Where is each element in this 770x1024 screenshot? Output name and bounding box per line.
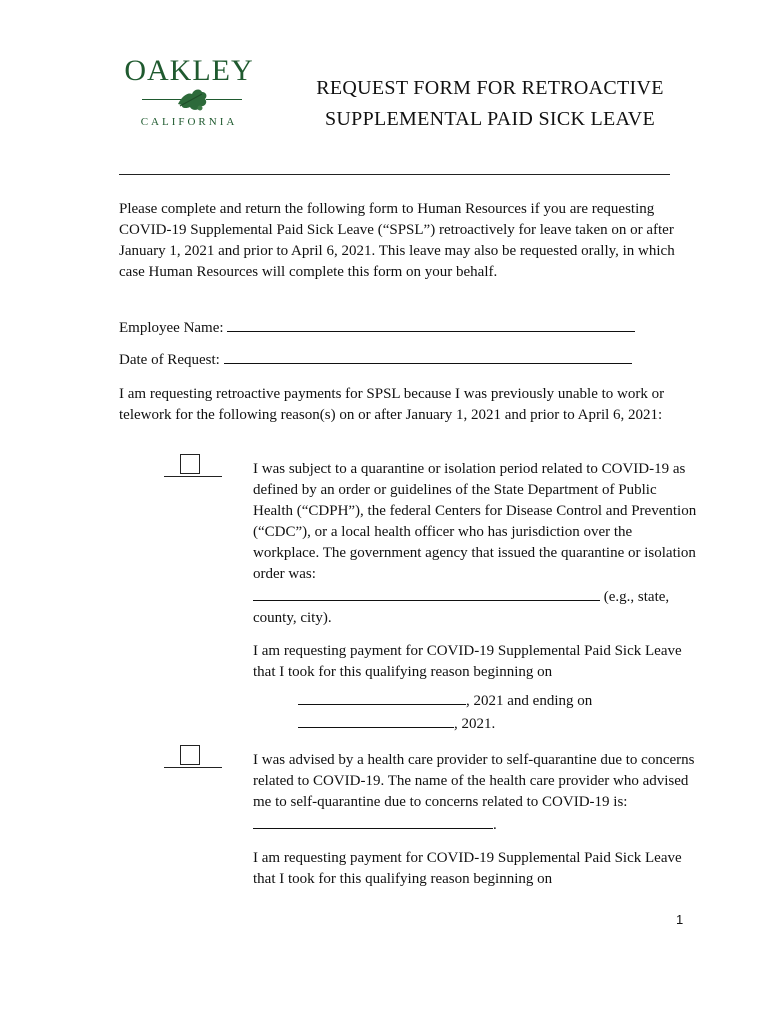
reason-1-checkbox[interactable] bbox=[180, 454, 200, 474]
reason-1-end-row bbox=[298, 712, 698, 735]
reason-1-payment: I am requesting payment for COVID-19 Supplemental Paid Sick Leave that I took for this qualifying reason beginning on bbox=[253, 643, 682, 680]
form-title-line2: SUPPLEMENTAL PAID SICK LEAVE bbox=[325, 108, 655, 130]
logo-rule-right bbox=[206, 99, 242, 100]
form-title-line1: REQUEST FORM FOR RETROACTIVE bbox=[316, 77, 664, 99]
reason-2-text: I was advised by a health care provider to self-quarantine due to concerns related to COVID-19. The name of the health care provider who advised me to self-quarantine due to concerns related to COVID-19 is: bbox=[253, 752, 695, 810]
reason-2-payment: I am requesting payment for COVID-19 Supplemental Paid Sick Leave that I took for this qualifying reason beginning on bbox=[253, 850, 682, 887]
intro-paragraph: Please complete and return the following form to Human Resources if you are requesting COVID-19 Supplemental Paid Sick Leave (“SPSL”) retroactively for leave taken on or after January 1, 2021 and prior to April 6, 2021. This leave may also be requested orally, in which case Human Resources will complete this form on your behalf. bbox=[119, 201, 675, 280]
reason-2-check-line bbox=[164, 767, 222, 768]
issuing-agency-field[interactable] bbox=[253, 585, 600, 601]
title-divider bbox=[119, 174, 670, 175]
logo-name: OAKLEY bbox=[124, 54, 254, 87]
logo-state: CALIFORNIA bbox=[140, 116, 238, 128]
reason-1-check-line bbox=[164, 476, 222, 477]
oak-leaf-icon bbox=[174, 86, 210, 114]
employee-name-label: Employee Name: bbox=[119, 320, 224, 336]
reason-2-text-block bbox=[253, 750, 698, 836]
reason-1-begin-row bbox=[298, 689, 698, 712]
reason-2-checkbox[interactable] bbox=[180, 745, 200, 765]
oakley-logo bbox=[120, 50, 258, 140]
page-number: 1 bbox=[676, 912, 684, 927]
reason-1-end-date-field[interactable] bbox=[298, 712, 454, 728]
employee-name-row bbox=[119, 316, 679, 339]
reason-1-text-block bbox=[253, 459, 698, 629]
reason-1-begin-suffix: , 2021 and ending on bbox=[466, 693, 593, 709]
reason-1-begin-date-field[interactable] bbox=[298, 689, 466, 705]
reason-1-text: I was subject to a quarantine or isolation period related to COVID-19 as defined by an order or guidelines of the State Department of Public Health (“CDPH”), the federal Centers for Disease Control and Prevention (“CDC”), or a local health officer who has jurisdiction over the workplace. The government agency that issued the quarantine or isolation order was: bbox=[253, 461, 697, 582]
request-date-label: Date of Request: bbox=[119, 352, 220, 368]
reason-1-suffix: (e.g., state, county, city). bbox=[253, 589, 670, 626]
request-date-field[interactable] bbox=[224, 348, 632, 364]
employee-name-field[interactable] bbox=[227, 316, 635, 332]
reason-2-end: . bbox=[493, 817, 497, 833]
reason-intro-paragraph: I am requesting retroactive payments for SPSL because I was previously unable to work or telework for the following reason(s) on or after January 1, 2021 and prior to April 6, 2021: bbox=[119, 386, 665, 423]
reason-1-end-suffix: , 2021. bbox=[454, 716, 496, 732]
request-date-row bbox=[119, 348, 679, 371]
health-provider-field[interactable] bbox=[253, 813, 493, 829]
